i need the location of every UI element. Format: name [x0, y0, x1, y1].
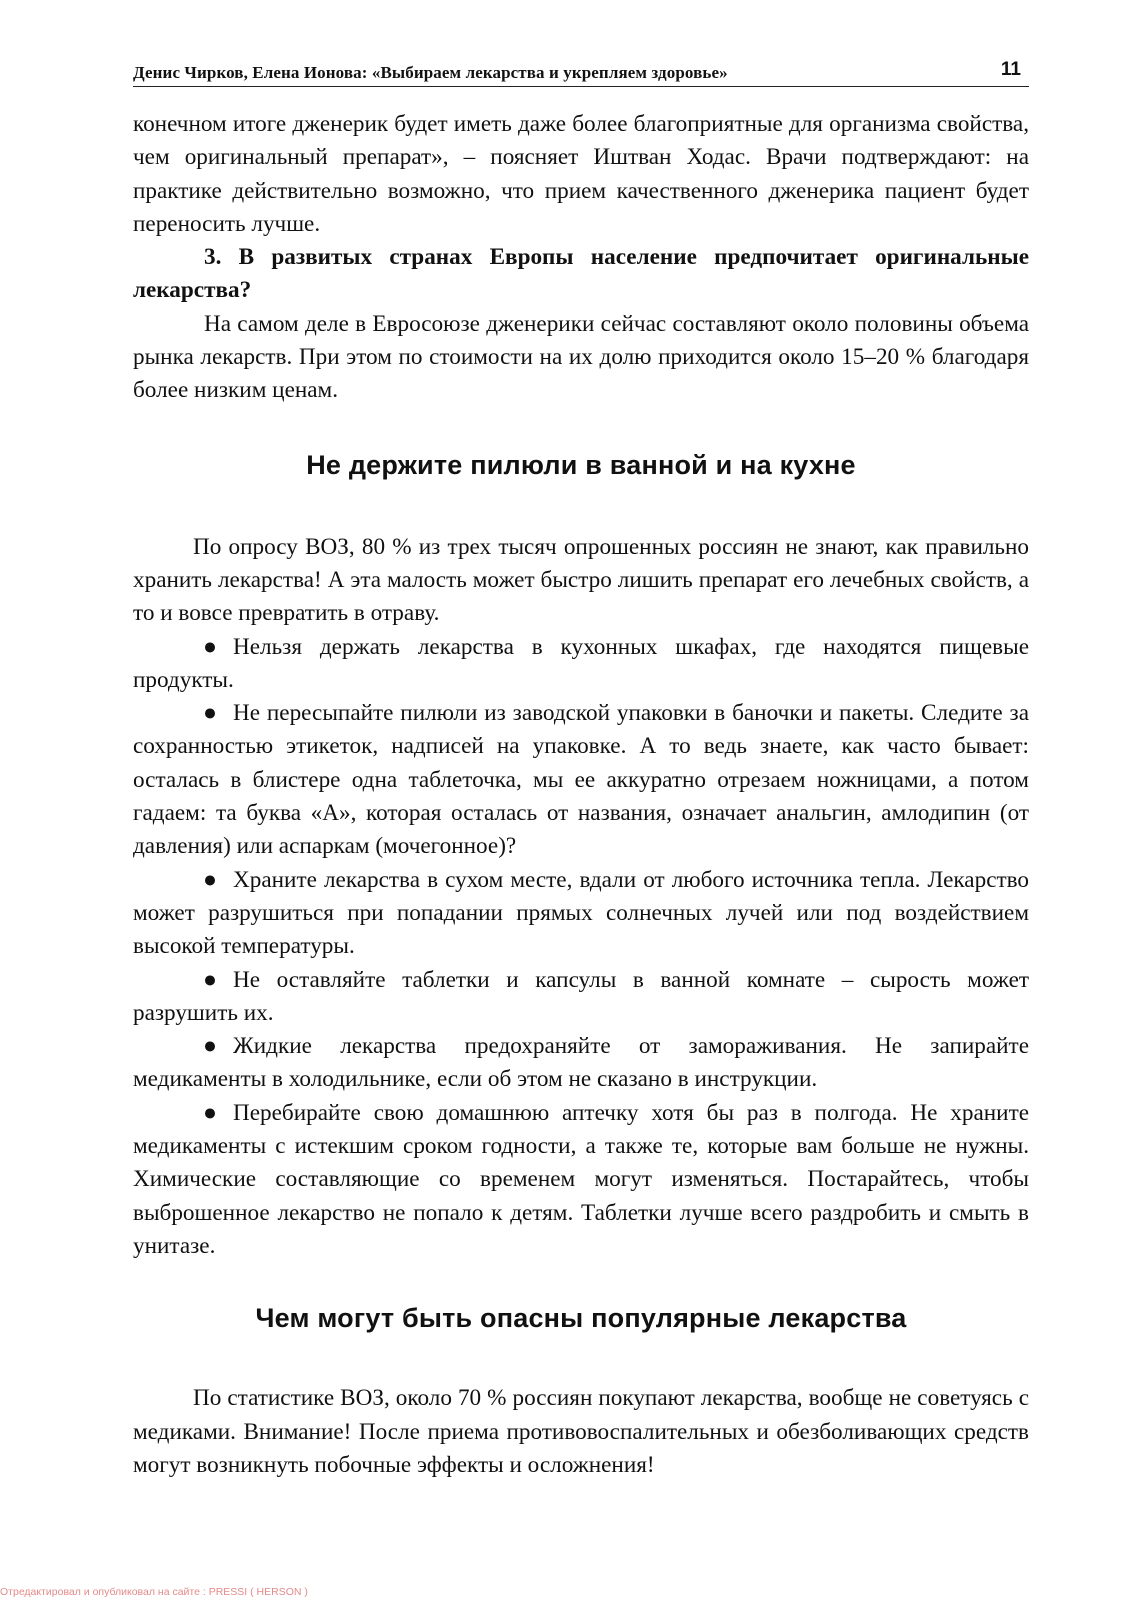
bullet-item	[133, 1097, 1029, 1263]
running-header	[133, 58, 1029, 87]
bullet-item	[133, 1030, 1029, 1097]
bullet-text: Не пересыпайте пилюли из заводской упаковки в баночки и пакеты. Следите за сохранностью этикеток, надписей на упаковке. А то ведь знаете, как часто бывает: осталась в блистере одна таблеточка, мы ее аккуратно отрезаем ножницами, а потом гадаем: та буква «А», которая осталась от названия, означает анальгин, амлодипин (от давления) или аспаркам (мочегонное)?	[133, 700, 1029, 860]
bullet-icon: ●	[203, 700, 218, 727]
bullet-icon: ●	[203, 633, 218, 660]
bullet-item	[133, 964, 1029, 1031]
bullet-icon: ●	[203, 1033, 218, 1060]
section-title: Не держите пилюли в ванной и на кухне	[306, 449, 856, 480]
paragraph-answer: На самом деле в Евросоюзе дженерики сейчас составляют около половины объема рынка лекарств. При этом по стоимости на их долю приходится около 15–20 % благодаря более низким ценам.	[133, 310, 1029, 404]
publisher-note: Отредактировал и опубликовал на сайте : PRESSI ( HERSON )	[0, 1586, 308, 1598]
section-title: Чем могут быть опасны популярные лекарства	[255, 1303, 907, 1334]
bullet-icon: ●	[203, 1099, 218, 1126]
page-number: 11	[1000, 59, 1021, 80]
bullet-text: Не оставляйте таблетки и капсулы в ванной комнате – сырость может разрушить их.	[133, 966, 1029, 1026]
bullet-text: Жидкие лекарства предохраняйте от замораживания. Не запирайте медикаменты в холодильнике, если об этом не сказано в инструкции.	[133, 1033, 1029, 1093]
bullet-icon: ●	[203, 866, 218, 893]
section-intro: По опросу ВОЗ, 80 % из трех тысяч опрошенных россиян не знают, как правильно хранить лекарства! А эта малость может быстро лишить препарат его лечебных свойств, а то и вовсе превратить в отраву.	[133, 533, 1029, 627]
bullet-text: Нельзя держать лекарства в кухонных шкафах, где находятся пищевые продукты.	[133, 633, 1029, 693]
section-intro: По статистике ВОЗ, около 70 % россиян покупают лекарства, вообще не советуясь с медиками. Внимание! После приема противовоспалительных и обезболивающих средств могут возникнуть побочные эффекты и осложнения!	[133, 1385, 1029, 1478]
body-text	[133, 108, 1029, 1482]
bullet-text: Храните лекарства в сухом месте, вдали от любого источника тепла. Лекарство может разрушиться при попадании прямых солнечных лучей или под воздействием высокой температуры.	[133, 866, 1029, 960]
bullet-item	[133, 864, 1029, 964]
book-title: Денис Чирков, Елена Ионова: «Выбираем лекарства и укрепляем здоровье»	[133, 63, 728, 82]
question-heading: 3. В развитых странах Европы население предпочитает оригинальные лекарства?	[133, 244, 1029, 304]
bullet-text: Перебирайте свою домашнюю аптечку хотя бы раз в полгода. Не храните медикаменты с истекшим сроком годности, а также те, которые вам больше не нужны. Химические составляющие со временем могут изменяться. Постарайтесь, чтобы выброшенное лекарство не попало к детям. Таблетки лучше всего раздробить и смыть в унитазе.	[133, 1099, 1029, 1259]
paragraph-continued: конечном итоге дженерик будет иметь даже более благоприятные для организма свойства, чем оригинальный препарат», – поясняет Иштван Ходас. Врачи подтверждают: на практике действительно возможно, что прием качественного дженерика пациент будет переносить лучше.	[133, 111, 1029, 237]
bullet-item	[133, 697, 1029, 863]
bullet-item	[133, 631, 1029, 698]
bullet-icon: ●	[203, 966, 218, 993]
